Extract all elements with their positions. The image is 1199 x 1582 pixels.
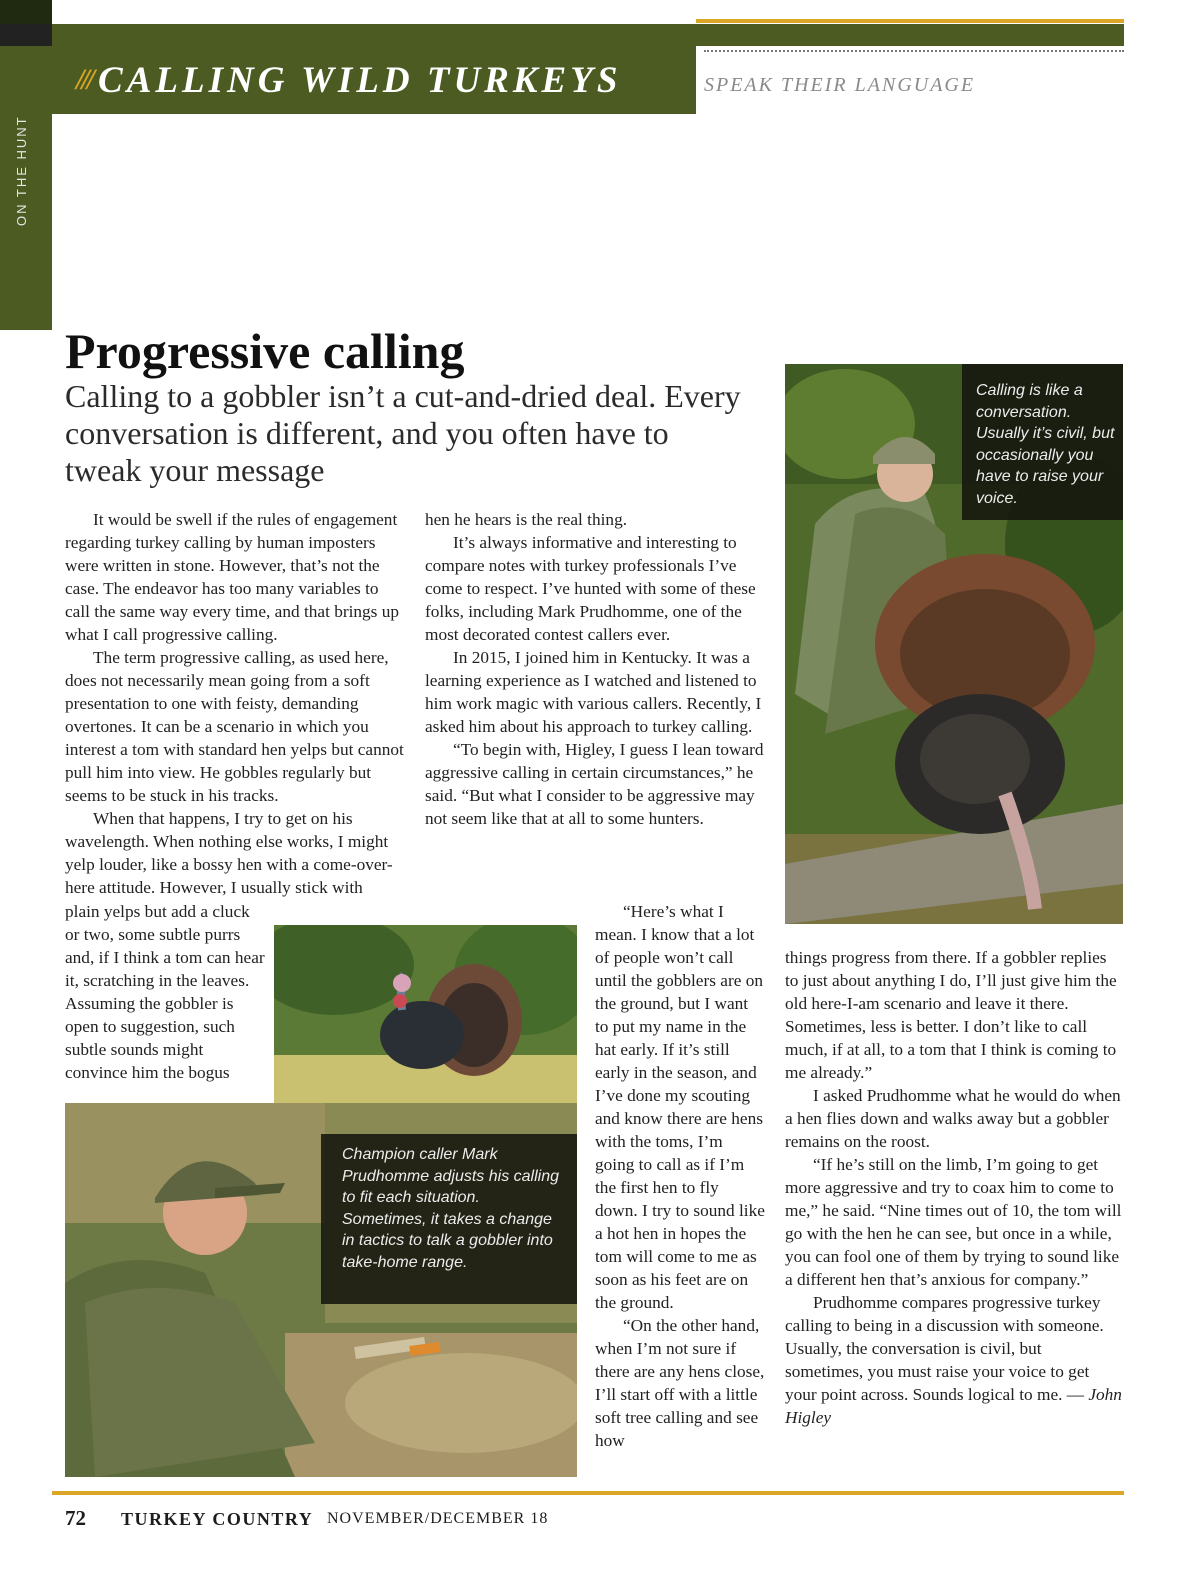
paragraph: The term progressive calling, as used here, does not necessarily mean going from a soft presentation to one with feisty, demanding overtones. It can be a scenario in which you interest a tom with standard hen yelps but cannot pull him into view. He gobbles regularly but seems to be stuck in his tracks. xyxy=(65,648,404,805)
paragraph xyxy=(785,1291,1123,1429)
dotted-rule xyxy=(704,50,1124,52)
paragraph: “If he’s still on the limb, I’m going to get more aggressive and try to coax him to come to me,” he said. “Nine times out of 10, the tom will go with the hen he can see, but once in a while, you can fool one of them by trying to sound like a different hen that’s anxious for company.” xyxy=(785,1155,1122,1289)
section-header xyxy=(52,46,696,114)
column-1 xyxy=(65,508,405,899)
column-2 xyxy=(425,508,765,830)
section-subtitle: SPEAK THEIR LANGUAGE xyxy=(704,74,976,96)
issue-date: NOVEMBER/DECEMBER 18 xyxy=(327,1510,549,1527)
column-2-continued xyxy=(595,900,765,1452)
paragraph: It would be swell if the rules of engagement regarding turkey calling by human imposters were written in stone. However, that’s not the case. The endeavor has too many variables to call the same way every time, and that brings up what I call progressive calling. xyxy=(65,510,399,644)
paragraph: “Here’s what I mean. I know that a lot of people won’t call until the gobblers are on the ground, but I want to put my name in the hat early. If it’s still early in the season, and I’ve done my scouting and know there are hens with the toms, I’m going to call as if I’m the first hen to fly down. I try to sound like a hot hen in hopes the tom will come to me as soon as his feet are on the ground. xyxy=(595,902,765,1312)
paragraph: “On the other hand, when I’m not sure if there are any hens close, I’ll start off with a little soft tree calling and see how xyxy=(595,1316,765,1450)
paragraph: “To begin with, Higley, I guess I lean toward aggressive calling in certain circumstances,” he said. “But what I consider to be aggressive may not seem like that at all to some hunters. xyxy=(425,740,764,828)
header-slashes: /// xyxy=(76,63,93,96)
paragraph: I asked Prudhomme what he would do when a hen flies down and walks away but a gobbler remains on the roost. xyxy=(785,1086,1121,1151)
article-deck: Calling to a gobbler isn’t a cut-and-dried deal. Every conversation is different, and you often have to tweak your message xyxy=(65,378,741,488)
paragraph: hen he hears is the real thing. xyxy=(425,510,628,529)
page-number: 72 xyxy=(65,1506,86,1530)
column-3 xyxy=(785,946,1123,1429)
closing-text: Prudhomme compares progressive turkey calling to being in a discussion with someone. Usually, the conversation is civil, but sometimes, you must raise your voice to get your point across. Sounds logical to me. — xyxy=(785,1293,1104,1404)
top-band xyxy=(52,24,1124,46)
paragraph: plain yelps but add a cluck or two, some subtle purrs and, if I think a tom can hear it, scratching in the leaves. Assuming the gobbler is open to suggestion, such subtle sounds might convince him the bogus xyxy=(65,902,265,1082)
footer-gold-rule xyxy=(52,1491,1124,1495)
paragraph: In 2015, I joined him in Kentucky. It was a learning experience as I watched and listened to him work magic with various callers. Recently, I asked him about his approach to turkey calling. xyxy=(425,648,762,736)
column-1-continued xyxy=(65,900,265,1084)
article-headline: Progressive calling xyxy=(65,323,465,379)
side-tab-label: ON THE HUNT xyxy=(14,115,29,226)
top-gold-rule xyxy=(696,19,1124,23)
photo-caption-top: Calling is like a conversation. Usually it’s civil, but occasionally you have to raise your voice. xyxy=(962,364,1123,520)
byline: John Higley xyxy=(785,1385,1122,1427)
paragraph: things progress from there. If a gobbler replies to just about anything I do, I’ll just give him the old here-I-am scenario and leave it there. Sometimes, less is better. I don’t like to call much, if at all, to a tom that I think is coming to me already.” xyxy=(785,948,1117,1082)
photo-strutting-gobbler xyxy=(274,925,577,1103)
paragraph: When that happens, I try to get on his wavelength. When nothing else works, I might yelp louder, like a bossy hen with a come-over-here attitude. However, I usually stick with xyxy=(65,809,393,897)
section-title: CALLING WILD TURKEYS xyxy=(98,59,622,101)
paragraph: It’s always informative and interesting to compare notes with turkey professionals I’ve come to respect. I’ve hunted with some of these folks, including Mark Prudhomme, one of the most decorated contest callers ever. xyxy=(425,533,756,644)
magazine-name: TURKEY COUNTRY xyxy=(121,1509,314,1529)
photo-caption-man: Champion caller Mark Prudhomme adjusts his calling to fit each situation. Sometimes, it takes a change in tactics to talk a gobbler into take-home range. xyxy=(321,1134,577,1304)
